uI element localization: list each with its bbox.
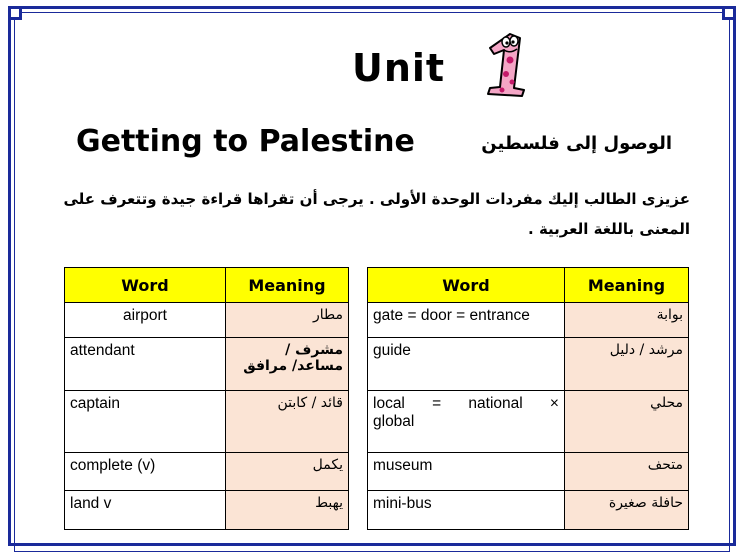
table-row: [65, 491, 349, 530]
corner-ornament-top-left: [8, 6, 22, 20]
table-header-row: [368, 268, 689, 303]
table-header-row: [65, 268, 349, 303]
meaning-cell: حافلة صغيرة: [565, 491, 689, 530]
table-row: [65, 453, 349, 491]
meaning-cell: محلي: [565, 391, 689, 453]
meaning-cell: يكمل: [226, 453, 349, 491]
word-cell: attendant: [65, 338, 226, 391]
table-row: [65, 303, 349, 338]
word-cell: land v: [65, 491, 226, 530]
word-part: local: [373, 395, 405, 412]
equals-sign: =: [432, 395, 442, 412]
unit-title: Unit: [352, 46, 446, 90]
meaning-cell: متحف: [565, 453, 689, 491]
word-column-header: Word: [368, 268, 565, 303]
word-part: global: [373, 413, 415, 430]
meaning-cell: يهبط: [226, 491, 349, 530]
word-cell: complete (v): [65, 453, 226, 491]
word-cell: [368, 391, 565, 453]
word-part: national: [468, 395, 523, 412]
lesson-title-arabic: الوصول إلى فلسطين: [481, 133, 672, 154]
word-cell: gate = door = entrance: [368, 303, 565, 338]
opposite-sign: ×: [549, 395, 559, 412]
table-row: [368, 338, 689, 391]
instructions-text: عزيزى الطالب إليك مفردات الوحدة الأولى . يرجى أن تقراها قراءة جيدة وتتعرف على المعنى باللغة العربية .: [63, 190, 690, 238]
word-cell: mini-bus: [368, 491, 565, 530]
word-cell: airport: [65, 303, 226, 338]
table-row: [368, 453, 689, 491]
table-row: [368, 491, 689, 530]
lesson-title: Getting to Palestine: [76, 124, 415, 159]
word-line: [373, 395, 559, 413]
word-cell: captain: [65, 391, 226, 453]
unit-number-one-icon: [480, 30, 532, 98]
word-cell: museum: [368, 453, 565, 491]
meaning-cell: قائد / كابتن: [226, 391, 349, 453]
table-row: [65, 338, 349, 391]
meaning-column-header: Meaning: [565, 268, 689, 303]
table-row: [368, 391, 689, 453]
meaning-cell: بوابة: [565, 303, 689, 338]
meaning-cell: مشرف / مساعد/ مرافق: [226, 338, 349, 391]
word-cell: guide: [368, 338, 565, 391]
vocab-table-left: [64, 267, 349, 530]
vocab-table-right: [367, 267, 689, 530]
meaning-cell: مطار: [226, 303, 349, 338]
table-row: [368, 303, 689, 338]
meaning-column-header: Meaning: [226, 268, 349, 303]
table-row: [65, 391, 349, 453]
meaning-cell: مرشد / دليل: [565, 338, 689, 391]
corner-ornament-top-right: [722, 6, 736, 20]
word-column-header: Word: [65, 268, 226, 303]
